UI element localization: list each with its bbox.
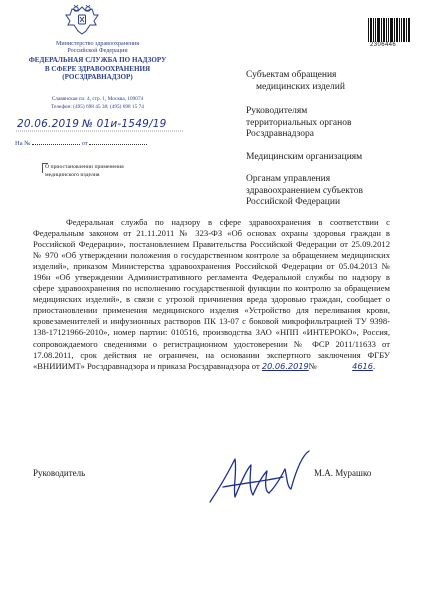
registration-number: № 01и-1549/19 <box>82 118 167 130</box>
addressee-line: Российской Федерации <box>246 197 341 207</box>
subject-line-1: О приостановлении применения <box>45 164 124 170</box>
agency-line-1: ФЕДЕРАЛЬНАЯ СЛУЖБА ПО НАДЗОРУ <box>28 56 167 64</box>
on-from-label: от <box>81 140 88 147</box>
address-line: Славянская пл. 4, стр. 1, Москва, 109074 <box>51 96 144 102</box>
body-text: Федеральная служба по надзору в сфере здравоохранения в соответствии с Федеральным законом от 21.11.2011 № 323-ФЗ «Об основах охраны здоровья граждан в Российской Федерации», постановлением Правительства Российской Федерации от 25.09.2012 № 970 «Об утверждении положения о государственном контроле за обращением медицинских изделий», приказом Министерства здравоохранения Российской Федерации от 05.04.2013 № 196н «Об утверждении Административного регламента Федеральной службы по надзору в сфере здравоохранения по исполнению государственной функции по контролю за обращением медицинских изделий», в связи с угрозой причинения вреда здоровью граждан, сообщает о приостановлении применения медицинского изделия «Устройство для переливания крови, кровезаменителей и инфузионных растворов ПК 13-07 с боковой микрофильтрацией ТУ 9398-138-17121966-2010», номер партии: 010516, производства ЗАО «НПП «ИНТЕРОКО», Россия, сопровождаемого сведениями о регистрационном удостоверении № ФСР 2011/11633 от 17.08.2011, срок действия не ограничен, на основании экспертного заключения ФГБУ «ВНИИИМТ» Росздравнадзора и приказа Росздравнадзора от <box>33 217 390 371</box>
order-date: 20.06.2019 <box>261 360 309 371</box>
addressee-block-1 <box>246 70 416 93</box>
order-number: 4616 <box>352 360 373 371</box>
coat-of-arms-emblem <box>64 3 100 37</box>
order-no-label: № <box>308 360 317 371</box>
addressee-line: Субъектам обращения <box>246 70 337 80</box>
agency-line-2: В СФЕРЕ ЗДРАВООХРАНЕНИЯ <box>44 64 151 73</box>
agency-short-name: (РОСЗДРАВНАДЗОР) <box>62 73 133 81</box>
ministry-line-1: Министерство здравоохранения <box>55 41 140 47</box>
addressee-line: территориальных органов <box>246 117 352 128</box>
subject-bracket <box>42 163 43 173</box>
registration-date: 20.06.2019 <box>17 118 80 130</box>
addressee-line: Органам управления <box>246 174 331 184</box>
addressee-line: Руководителям <box>246 106 308 116</box>
addressee-block-2 <box>246 106 416 141</box>
signatory-position: Руководитель <box>33 468 86 478</box>
subject-line-2: медицинского изделия <box>45 172 100 178</box>
reply-to-line <box>15 140 147 147</box>
letter-body <box>33 217 390 372</box>
handwritten-signature <box>205 447 315 507</box>
barcode <box>368 18 410 42</box>
addressee-line: Росздравнадзора <box>246 129 315 139</box>
phone-line: Телефон: (495) 698 45 38; (495) 698 15 74 <box>51 104 144 110</box>
barcode-number: 2306446 <box>370 42 397 48</box>
agency-name <box>10 56 185 82</box>
addressee-line: Медицинским организациям <box>246 152 363 162</box>
addressee-block-3 <box>246 152 416 164</box>
signatory-name: М.А. Мурашко <box>314 468 372 478</box>
addressee-line: здравоохранением субъектов <box>246 185 364 196</box>
addressee-block-4 <box>246 174 416 209</box>
ministry-line-2: Российской Федерации <box>67 48 128 54</box>
addressee-line: медицинских изделий <box>256 81 345 92</box>
ministry-name <box>10 41 185 55</box>
on-no-label: На № <box>15 140 31 147</box>
body-end: . <box>372 360 376 371</box>
